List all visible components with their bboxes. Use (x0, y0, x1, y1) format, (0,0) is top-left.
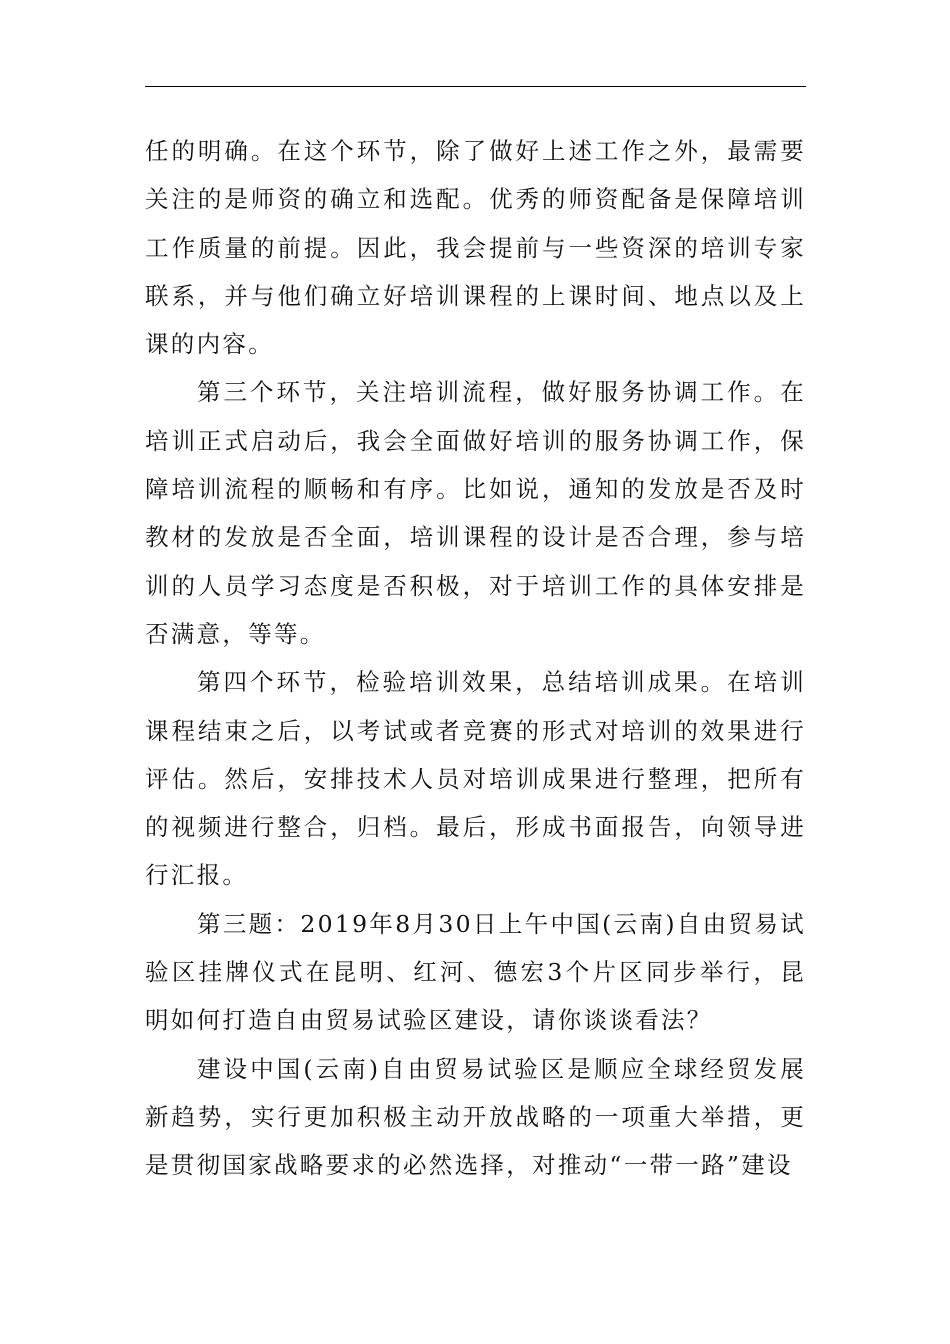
paragraph-answer: 建设中国(云南)自由贸易试验区是顺应全球经贸发展新趋势，实行更加积极主动开放战略的一项重大举措，更是贯彻国家战略要求的必然选择，对推动“一带一路”建设 (145, 1054, 806, 1180)
document-body (145, 127, 806, 1190)
paragraph-continuation: 任的明确。在这个环节，除了做好上述工作之外，最需要关注的是师资的确立和选配。优秀的师资配备是保障培训工作质量的前提。因此，我会提前与一些资深的培训专家联系，并与他们确立好培训课程的上课时间、地点以及上课的内容。 (145, 137, 806, 359)
paragraph-question-three: 第三题：2019年8月30日上午中国(云南)自由贸易试验区挂牌仪式在昆明、红河、德宏3个片区同步举行，昆明如何打造自由贸易试验区建设，请你谈谈看法？ (145, 909, 806, 1035)
paragraph-third-stage: 第三个环节，关注培训流程，做好服务协调工作。在培训正式启动后，我会全面做好培训的服务协调工作，保障培训流程的顺畅和有序。比如说，通知的发放是否及时教材的发放是否全面，培训课程的设计是否合理，参与培训的人员学习态度是否积极，对于培训工作的具体安排是否满意，等等。 (145, 378, 806, 648)
paragraph-fourth-stage: 第四个环节，检验培训效果，总结培训成果。在培训课程结束之后，以考试或者竞赛的形式对培训的效果进行评估。然后，安排技术人员对培训成果进行整理，把所有的视频进行整合，归档。最后，形成书面报告，向领导进行汇报。 (145, 668, 806, 890)
header-rule (145, 86, 806, 87)
